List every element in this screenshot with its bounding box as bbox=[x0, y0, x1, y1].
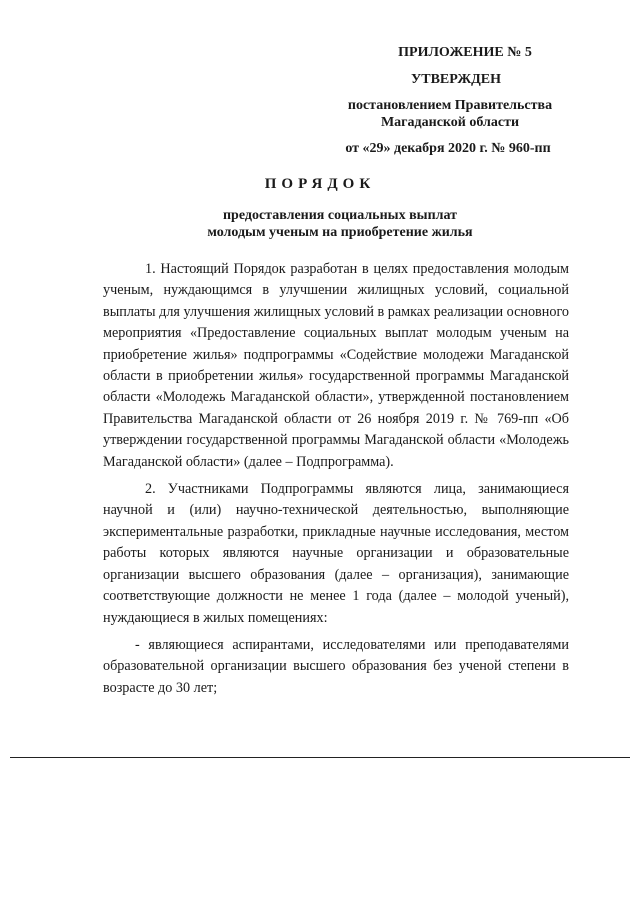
subtitle-line: предоставления социальных выплат bbox=[222, 208, 458, 223]
paragraph-bullet: - являющиеся аспирантами, исследователями или преподавателями образовательной организации высшего образования без ученой степени в возрасте до 30 лет; bbox=[103, 636, 569, 696]
document-subtitle bbox=[140, 207, 540, 241]
document-body bbox=[103, 259, 569, 705]
page-divider bbox=[10, 757, 630, 758]
document-title: ПОРЯДОК bbox=[264, 176, 376, 192]
decree-date: от «29» декабря 2020 г. № 960-пп bbox=[345, 141, 551, 156]
approved-stamp: УТВЕРЖДЕН bbox=[410, 72, 502, 87]
paragraph-1: 1. Настоящий Порядок разработан в целях предоставления молодым ученым, нуждающимся в улучшении жилищных условий, социальной выплаты для улучшения жилищных условий в рамках реализации основного мероприятия «Предоставление социальных выплат молодым ученым на приобретение жилья» подпрограммы «Содействие молодежи Магаданской области в приобретении жилья» государственной программы Магаданской области «Молодежь Магаданской области», утвержденной постановлением Правительства Магаданской области от 26 ноября 2019 г. № 769-пп «Об утверждении государственной программы Магаданской области «Молодежь Магаданской области» (далее – Подпрограмма). bbox=[103, 261, 569, 470]
decree-line: постановлением Правительства bbox=[347, 98, 553, 113]
decree-reference bbox=[330, 97, 570, 131]
appendix-number: ПРИЛОЖЕНИЕ № 5 bbox=[398, 45, 532, 60]
decree-line: Магаданской области bbox=[380, 115, 520, 130]
paragraph-2: 2. Участниками Подпрограммы являются лица, занимающиеся научной и (или) научно-технической деятельностью, выполняющие экспериментальные разработки, прикладные научные исследования, местом работы которых являются научные организации и образовательные организации высшего образования (далее – организация), занимающие соответствующие должности не менее 1 года (далее – молодой ученый), нуждающиеся в жилых помещениях: bbox=[103, 481, 569, 626]
subtitle-line: молодым ученым на приобретение жилья bbox=[207, 225, 473, 240]
approval-block bbox=[330, 44, 570, 157]
